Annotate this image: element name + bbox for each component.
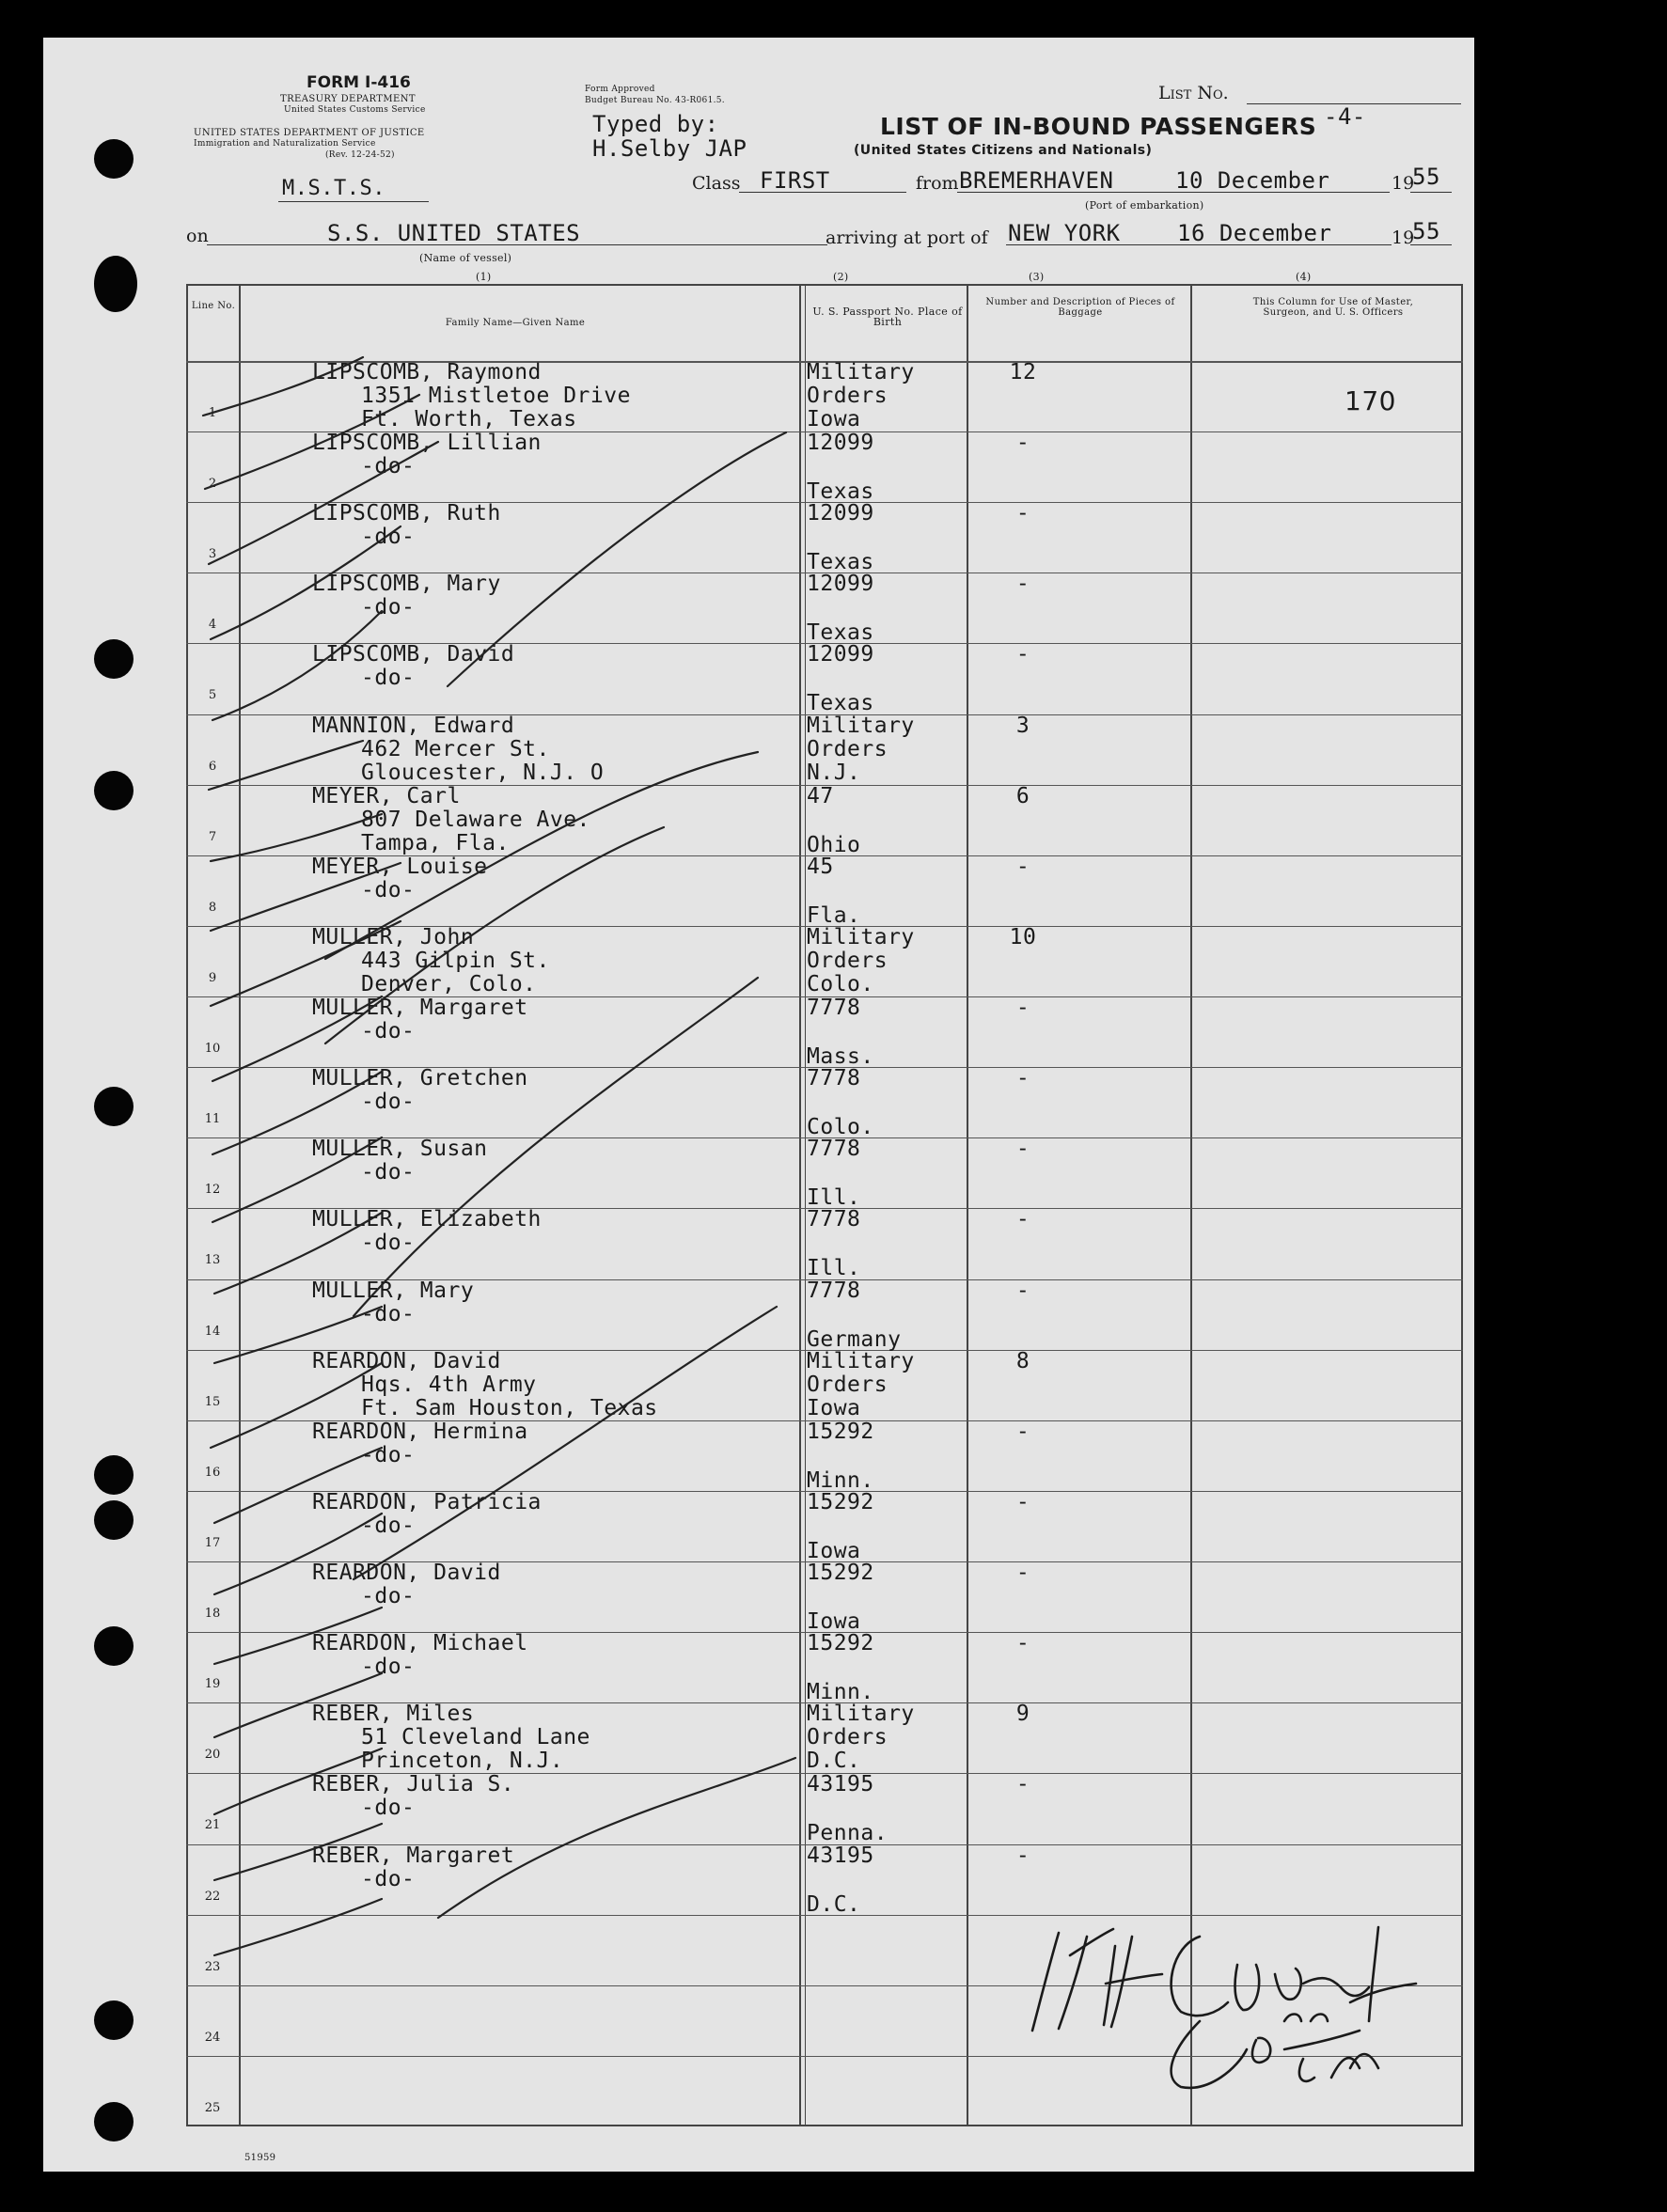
baggage-count: 10 bbox=[1009, 924, 1037, 949]
passenger-address-1: -do- bbox=[361, 1160, 416, 1185]
line-number: 10 bbox=[204, 1042, 221, 1057]
passenger-address-1: -do- bbox=[361, 1796, 416, 1821]
place-of-birth: Colo. bbox=[807, 1115, 874, 1140]
passenger-name: REARDON, Patricia bbox=[312, 1489, 542, 1514]
baggage-count: - bbox=[1015, 1207, 1030, 1232]
agency: M.S.T.S. bbox=[282, 177, 385, 200]
line-number: 9 bbox=[208, 970, 217, 985]
arrival-year-prefix: 19 bbox=[1392, 227, 1415, 248]
baggage-count: 8 bbox=[1015, 1348, 1030, 1373]
depart-date: 10 December bbox=[1175, 167, 1330, 194]
passport-number: Military bbox=[807, 924, 915, 949]
line-number: 6 bbox=[208, 759, 217, 774]
line-number: 21 bbox=[204, 1818, 221, 1833]
baggage-count: - bbox=[1015, 572, 1030, 597]
dept-treasury: TREASURY DEPARTMENT bbox=[280, 94, 416, 104]
col-num-2: (2) bbox=[833, 271, 849, 283]
line-number: 14 bbox=[204, 1324, 221, 1339]
baggage-count: - bbox=[1015, 1137, 1030, 1162]
passenger-name: REBER, Miles bbox=[312, 1702, 475, 1727]
baggage-count: - bbox=[1015, 1772, 1030, 1797]
place-of-birth: Iowa bbox=[807, 1538, 861, 1563]
col-num-3: (3) bbox=[1029, 271, 1045, 283]
line-number: 23 bbox=[204, 1959, 221, 1974]
passport-number: 15292 bbox=[807, 1631, 874, 1656]
place-of-birth: Iowa bbox=[807, 1609, 861, 1635]
passenger-address-1: -do- bbox=[361, 525, 416, 550]
baggage-count: - bbox=[1015, 1278, 1030, 1303]
place-of-birth: Fla. bbox=[807, 902, 861, 928]
passenger-name: REARDON, Hermina bbox=[312, 1419, 528, 1444]
line-number: 5 bbox=[208, 688, 217, 703]
place-of-birth: Germany bbox=[807, 1326, 902, 1352]
passenger-address-1: -do- bbox=[361, 1866, 416, 1891]
depart-year-prefix: 19 bbox=[1392, 173, 1415, 194]
place-of-birth: Iowa bbox=[807, 1395, 861, 1420]
line-number: 17 bbox=[204, 1535, 221, 1550]
place-of-birth: Minn. bbox=[807, 1680, 874, 1705]
manifest-sheet bbox=[43, 38, 1474, 2172]
passenger-name: MEYER, Carl bbox=[312, 783, 461, 808]
place-of-birth: Texas bbox=[807, 691, 874, 716]
passenger-address-1: -do- bbox=[361, 1301, 416, 1326]
place-of-birth: Minn. bbox=[807, 1467, 874, 1493]
arrival-year: 55 bbox=[1412, 218, 1440, 244]
line-number: 18 bbox=[204, 1607, 221, 1622]
line-number: 2 bbox=[208, 477, 217, 492]
budget-number: Budget Bureau No. 43-R061.5. bbox=[585, 96, 725, 105]
list-no-label: List No. bbox=[1158, 83, 1229, 103]
passenger-address-1: 807 Delaware Ave. bbox=[361, 807, 590, 832]
passenger-address-1: 51 Cleveland Lane bbox=[361, 1725, 590, 1750]
arrival-date: 16 December bbox=[1177, 220, 1332, 246]
passenger-name: LIPSCOMB, Lillian bbox=[312, 431, 542, 456]
place-of-birth: Iowa bbox=[807, 407, 861, 431]
passport-number: 45 bbox=[807, 854, 834, 879]
typed-by-label: Typed by: bbox=[592, 111, 719, 137]
dept-justice-sub: Immigration and Naturalization Service bbox=[194, 139, 376, 149]
vessel-label: (Name of vessel) bbox=[419, 252, 512, 264]
passport-number: 12099 bbox=[807, 501, 874, 526]
place-of-birth: Texas bbox=[807, 479, 874, 505]
col-head-officers: This Column for Use of Master, Surgeon, and U. S. Officers bbox=[1252, 297, 1414, 318]
baggage-count: - bbox=[1015, 996, 1030, 1021]
line-number: 15 bbox=[204, 1394, 221, 1409]
passenger-name: LIPSCOMB, Raymond bbox=[312, 360, 542, 384]
passport-number: 12099 bbox=[807, 642, 874, 667]
passport-number: 15292 bbox=[807, 1489, 874, 1514]
passport-number: 43195 bbox=[807, 1772, 874, 1797]
baggage-count: - bbox=[1015, 431, 1030, 456]
baggage-count: - bbox=[1015, 854, 1030, 879]
passenger-address-1: -do- bbox=[361, 1231, 416, 1256]
line-number: 11 bbox=[204, 1112, 221, 1127]
place-of-birth: N.J. bbox=[807, 760, 861, 785]
passport-number-2: Orders bbox=[807, 1725, 889, 1750]
passport-number: 47 bbox=[807, 783, 834, 808]
baggage-count: - bbox=[1015, 1489, 1030, 1514]
passport-number: 7778 bbox=[807, 1066, 861, 1091]
arrival-port: NEW YORK bbox=[1008, 220, 1121, 246]
form-number: FORM I-416 bbox=[307, 73, 411, 92]
line-number: 24 bbox=[204, 2030, 221, 2045]
dept-treasury-sub: United States Customs Service bbox=[284, 105, 426, 115]
officer-note: 170 bbox=[1345, 385, 1396, 416]
passenger-name: REBER, Julia S. bbox=[312, 1772, 515, 1797]
line-number: 1 bbox=[208, 406, 217, 420]
passport-number: 43195 bbox=[807, 1843, 874, 1868]
port-embark-label: (Port of embarkation) bbox=[1085, 199, 1204, 212]
form-subtitle: (United States Citizens and Nationals) bbox=[854, 143, 1153, 158]
place-of-birth: Ill. bbox=[807, 1185, 861, 1211]
passport-number: 12099 bbox=[807, 431, 874, 456]
line-number: 25 bbox=[204, 2100, 221, 2115]
from-port: BREMERHAVEN bbox=[959, 167, 1114, 194]
passport-number: 7778 bbox=[807, 996, 861, 1021]
place-of-birth: D.C. bbox=[807, 1749, 861, 1774]
place-of-birth: Ill. bbox=[807, 1256, 861, 1281]
baggage-count: - bbox=[1015, 501, 1030, 526]
passenger-name: MULLER, Susan bbox=[312, 1137, 488, 1162]
baggage-count: 6 bbox=[1015, 783, 1030, 808]
class-label: Class bbox=[692, 173, 741, 194]
passport-number: 7778 bbox=[807, 1207, 861, 1232]
passenger-name: MULLER, Gretchen bbox=[312, 1066, 528, 1091]
passenger-address-1: -do- bbox=[361, 1584, 416, 1609]
passenger-address-2: Tampa, Fla. bbox=[361, 830, 510, 855]
form-footer: 51959 bbox=[244, 2153, 276, 2163]
place-of-birth: Colo. bbox=[807, 971, 874, 996]
passenger-address-2: Gloucester, N.J. O bbox=[361, 760, 605, 785]
passenger-address-1: -do- bbox=[361, 1090, 416, 1115]
col-head-name: Family Name—Given Name bbox=[445, 318, 586, 328]
passport-number: Military bbox=[807, 713, 915, 738]
col-num-4: (4) bbox=[1296, 271, 1312, 283]
line-number: 12 bbox=[204, 1183, 221, 1198]
baggage-count: - bbox=[1015, 1419, 1030, 1444]
passenger-address-1: -do- bbox=[361, 666, 416, 691]
inspector-signature bbox=[1021, 1908, 1435, 2106]
passenger-name: MEYER, Louise bbox=[312, 854, 488, 879]
from-label: from bbox=[916, 173, 959, 194]
passenger-address-1: -do- bbox=[361, 1019, 416, 1044]
passenger-address-2: Denver, Colo. bbox=[361, 971, 537, 996]
passport-number: 7778 bbox=[807, 1137, 861, 1162]
line-number: 22 bbox=[204, 1889, 221, 1904]
line-number: 3 bbox=[208, 547, 217, 562]
arriving-label: arriving at port of bbox=[826, 227, 988, 248]
baggage-count: - bbox=[1015, 1561, 1030, 1586]
passenger-address-2: Princeton, N.J. bbox=[361, 1749, 564, 1774]
vessel-name: S.S. UNITED STATES bbox=[327, 220, 581, 246]
passport-number-2: Orders bbox=[807, 1372, 889, 1397]
dept-justice: UNITED STATES DEPARTMENT OF JUSTICE bbox=[194, 128, 425, 138]
revision: (Rev. 12-24-52) bbox=[325, 150, 395, 160]
passenger-address-1: -do- bbox=[361, 1655, 416, 1680]
passport-number-2: Orders bbox=[807, 384, 889, 408]
place-of-birth: D.C. bbox=[807, 1891, 861, 1917]
baggage-count: 3 bbox=[1015, 713, 1030, 738]
passenger-name: MULLER, Mary bbox=[312, 1278, 475, 1303]
passenger-name: LIPSCOMB, Mary bbox=[312, 572, 501, 597]
line-number: 19 bbox=[204, 1677, 221, 1692]
baggage-count: - bbox=[1015, 1843, 1030, 1868]
passenger-address-1: 1351 Mistletoe Drive bbox=[361, 384, 631, 408]
passenger-name: MULLER, Margaret bbox=[312, 996, 528, 1021]
form-approved: Form Approved bbox=[585, 85, 655, 94]
passport-number-2: Orders bbox=[807, 736, 889, 761]
line-number: 20 bbox=[204, 1748, 221, 1763]
passenger-address-2: Ft. Worth, Texas bbox=[361, 407, 577, 431]
passenger-name: LIPSCOMB, David bbox=[312, 642, 515, 667]
handwritten-check-strokes bbox=[43, 38, 1474, 2172]
col-head-baggage: Number and Description of Pieces of Baggage bbox=[985, 297, 1175, 318]
passenger-name: MULLER, Elizabeth bbox=[312, 1207, 542, 1232]
passport-number: Military bbox=[807, 1348, 915, 1373]
line-number: 8 bbox=[208, 900, 217, 915]
passenger-address-2: Ft. Sam Houston, Texas bbox=[361, 1395, 658, 1420]
passenger-address-1: -do- bbox=[361, 595, 416, 620]
passenger-address-1: 462 Mercer St. bbox=[361, 736, 550, 761]
place-of-birth: Ohio bbox=[807, 832, 861, 857]
passport-number-2: Orders bbox=[807, 948, 889, 973]
passport-number: Military bbox=[807, 360, 915, 384]
col-num-1: (1) bbox=[476, 271, 492, 283]
on-label: on bbox=[186, 226, 209, 246]
passenger-address-1: 443 Gilpin St. bbox=[361, 948, 550, 973]
passenger-name: REBER, Margaret bbox=[312, 1843, 515, 1868]
typed-by: H.Selby JAP bbox=[592, 135, 747, 162]
baggage-count: - bbox=[1015, 642, 1030, 667]
passenger-name: REARDON, David bbox=[312, 1561, 501, 1586]
form-title: LIST OF IN-BOUND PASSENGERS bbox=[880, 113, 1317, 140]
depart-year: 55 bbox=[1412, 164, 1440, 190]
passenger-name: REARDON, Michael bbox=[312, 1631, 528, 1656]
passenger-name: LIPSCOMB, Ruth bbox=[312, 501, 501, 526]
line-number: 7 bbox=[208, 829, 217, 844]
place-of-birth: Penna. bbox=[807, 1821, 889, 1846]
passenger-address-1: -do- bbox=[361, 454, 416, 479]
place-of-birth: Texas bbox=[807, 550, 874, 575]
passport-number: Military bbox=[807, 1702, 915, 1727]
passenger-address-1: -do- bbox=[361, 1513, 416, 1538]
col-head-passport: U. S. Passport No. Place of Birth bbox=[812, 306, 963, 328]
passenger-address-1: -do- bbox=[361, 1442, 416, 1467]
baggage-count: - bbox=[1015, 1066, 1030, 1091]
list-number: -4- bbox=[1324, 103, 1366, 130]
passenger-name: MULLER, John bbox=[312, 924, 475, 949]
baggage-count: 9 bbox=[1015, 1702, 1030, 1727]
baggage-count: 12 bbox=[1009, 360, 1037, 384]
place-of-birth: Mass. bbox=[807, 1044, 874, 1070]
passenger-name: MANNION, Edward bbox=[312, 713, 515, 738]
passenger-address-1: -do- bbox=[361, 877, 416, 902]
line-number: 4 bbox=[208, 618, 217, 633]
line-number: 16 bbox=[204, 1465, 221, 1480]
passport-number: 15292 bbox=[807, 1561, 874, 1586]
passport-number: 15292 bbox=[807, 1419, 874, 1444]
baggage-count: - bbox=[1015, 1631, 1030, 1656]
place-of-birth: Texas bbox=[807, 620, 874, 646]
passport-number: 12099 bbox=[807, 572, 874, 597]
col-head-line-no: Line No. bbox=[191, 301, 236, 311]
passenger-address-1: Hqs. 4th Army bbox=[361, 1372, 537, 1397]
class-value: FIRST bbox=[760, 167, 830, 194]
passenger-name: REARDON, David bbox=[312, 1348, 501, 1373]
passport-number: 7778 bbox=[807, 1278, 861, 1303]
line-number: 13 bbox=[204, 1253, 221, 1268]
